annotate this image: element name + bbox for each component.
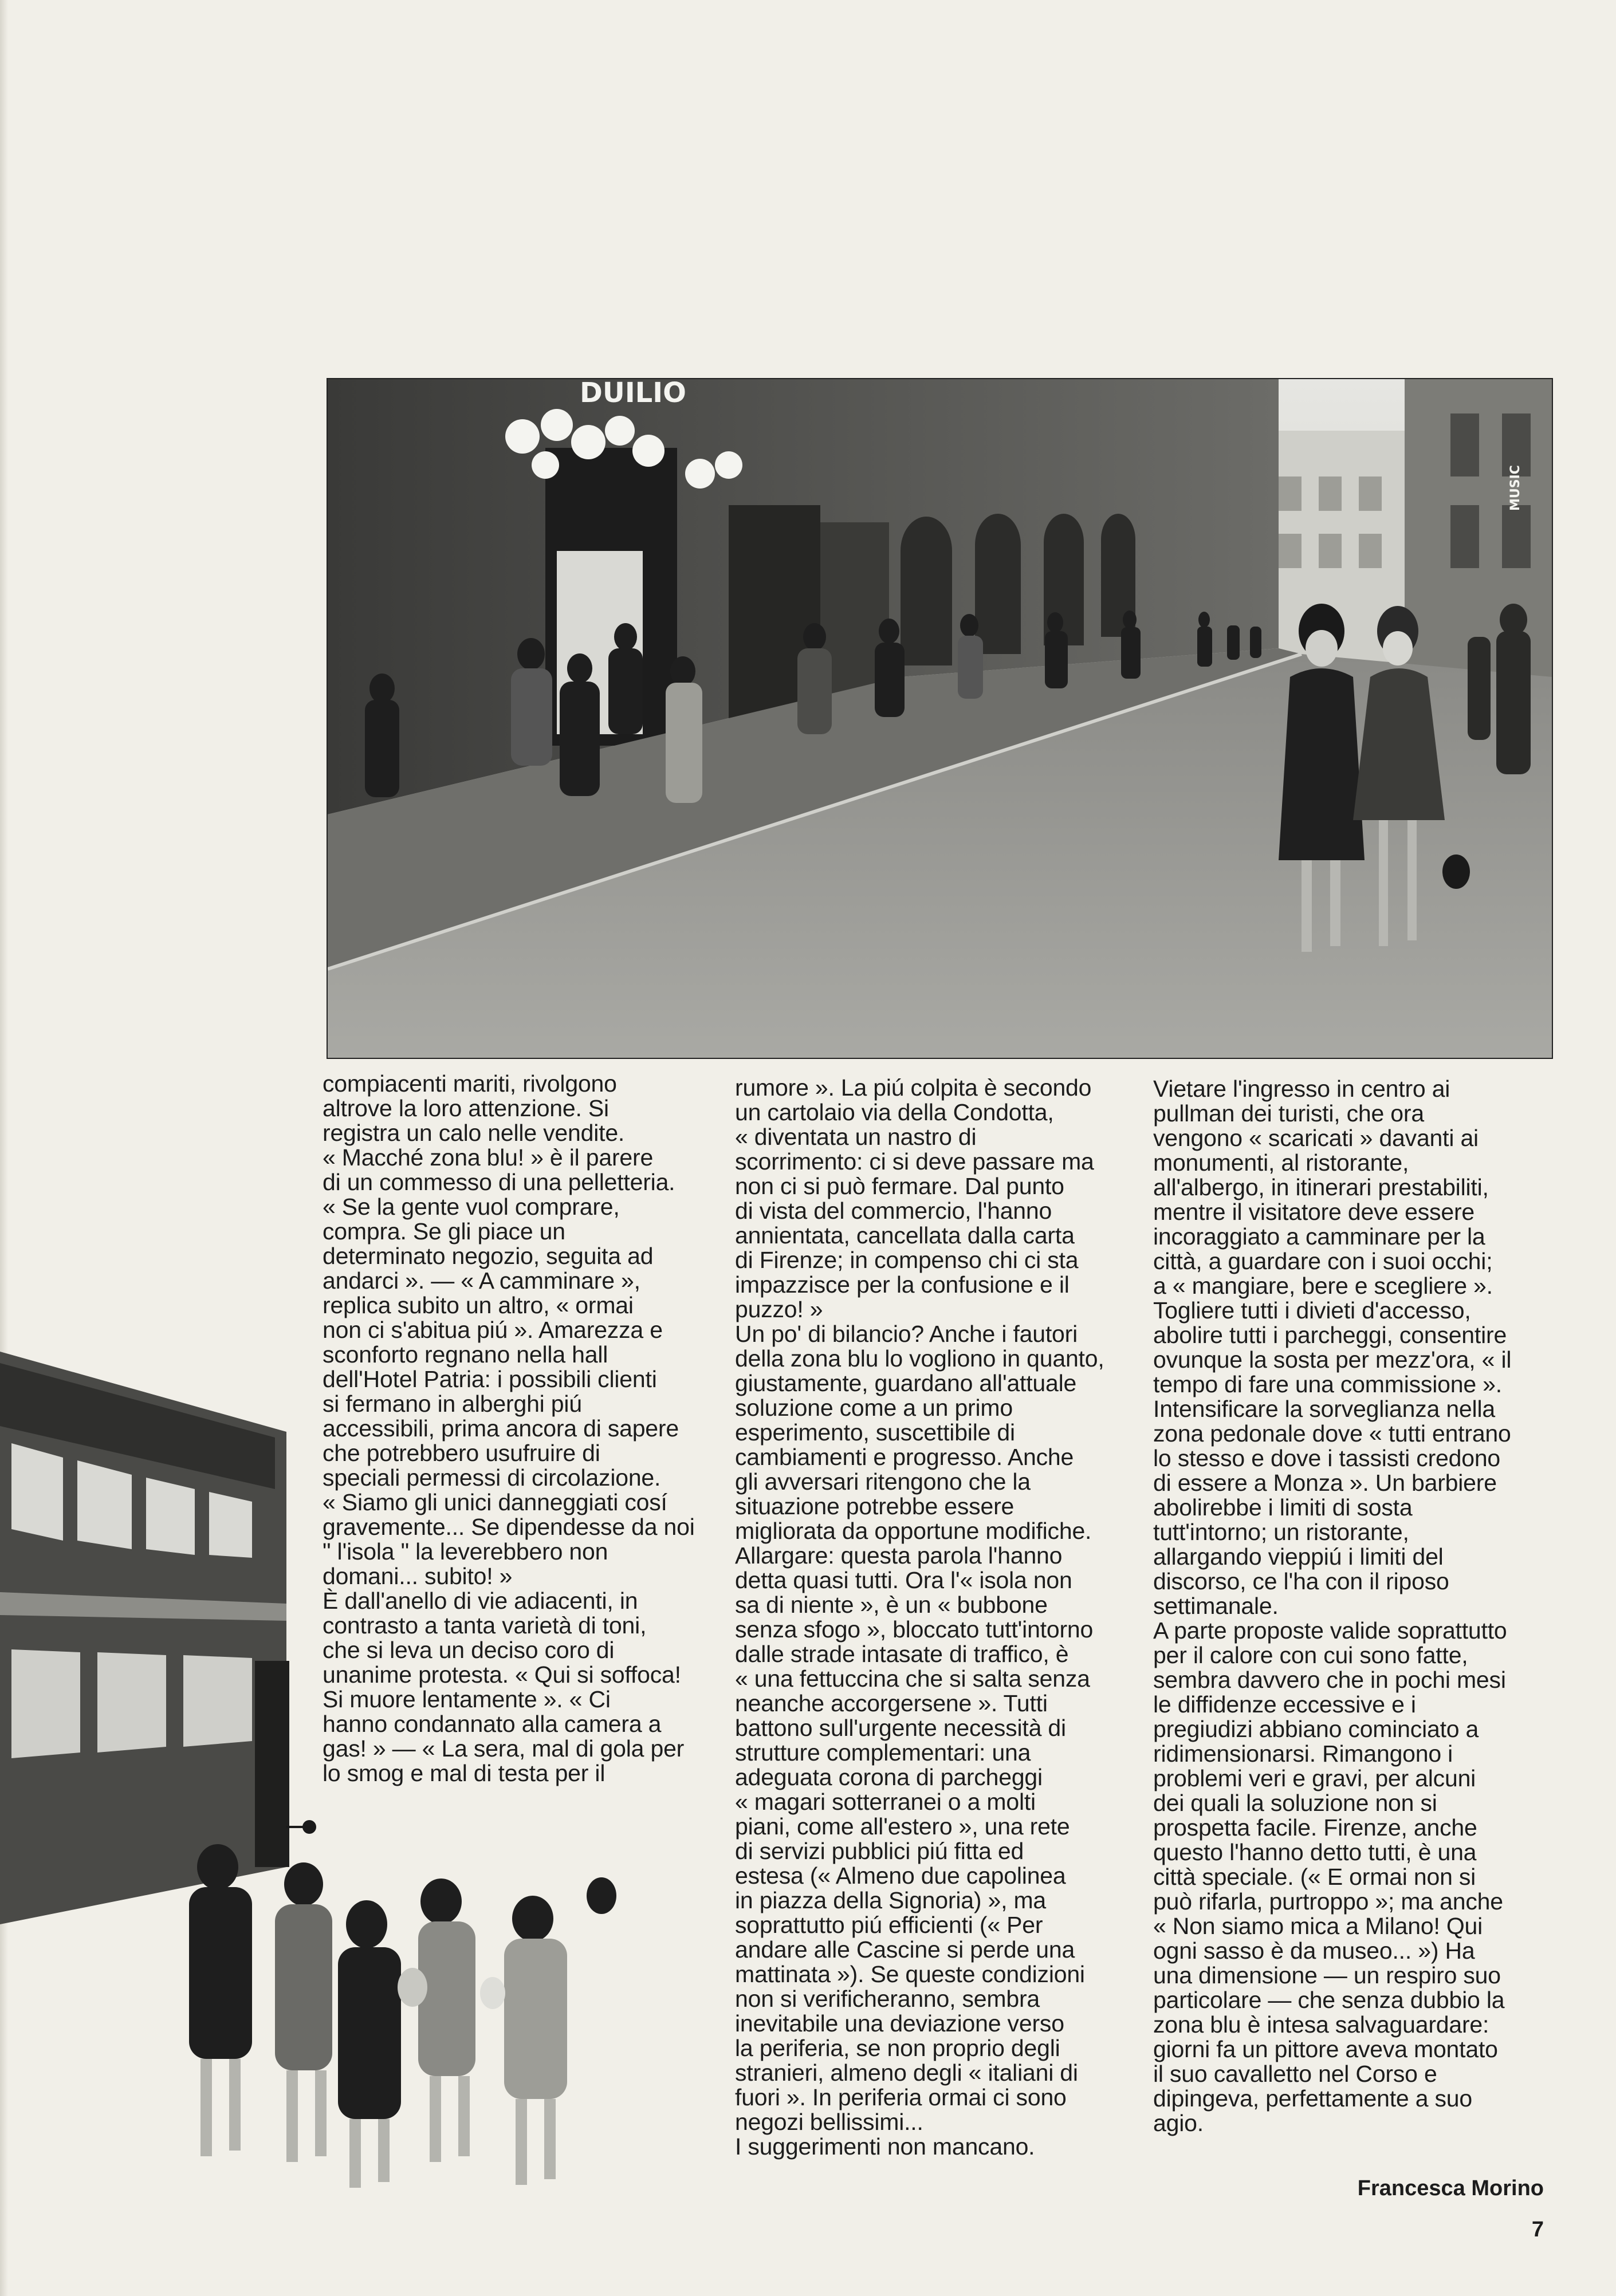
author-byline: Francesca Morino <box>1357 2176 1544 2200</box>
article-line: dei quali la soluzione non si <box>1153 1790 1437 1816</box>
article-line: fuori ». In periferia ormai ci sono <box>735 2084 1067 2110</box>
article-line: un cartolaio via della Condotta, <box>735 1099 1054 1125</box>
article-line: scorrimento: ci si deve passare ma <box>735 1148 1094 1175</box>
article-line: incoraggiato a camminare per la <box>1153 1223 1485 1250</box>
article-line: strutture complementari: una <box>735 1739 1031 1766</box>
article-line: È dall'anello di vie adiacenti, in <box>323 1588 638 1614</box>
article-column-3 <box>1153 1077 1566 2136</box>
article-line: per il calore con cui sono fatte, <box>1153 1642 1468 1668</box>
article-line: dalle strade intasate di traffico, è <box>735 1641 1069 1667</box>
article-line: unanime protesta. « Qui si soffoca! <box>323 1661 681 1688</box>
article-line: Un po' di bilancio? Anche i fautori <box>735 1321 1078 1347</box>
article-line: di Firenze; in compenso chi ci sta <box>735 1247 1079 1273</box>
article-line: lo smog e mal di testa per il <box>323 1760 605 1786</box>
article-line: A parte proposte valide soprattutto <box>1153 1617 1507 1644</box>
article-line: le diffidenze eccessive e i <box>1153 1691 1416 1718</box>
article-line: dipingeva, perfettamente a suo <box>1153 2085 1472 2112</box>
article-line: città speciale. (« E ormai non si <box>1153 1864 1476 1890</box>
article-line: di vista del commercio, l'hanno <box>735 1198 1052 1224</box>
article-line: gli avversari ritengono che la <box>735 1468 1031 1495</box>
article-line: che si leva un deciso coro di <box>323 1637 615 1663</box>
article-line: accessibili, prima ancora di sapere <box>323 1415 679 1442</box>
article-line: domani... subito! » <box>323 1563 513 1589</box>
article-line: migliorata da opportune modifiche. <box>735 1518 1092 1544</box>
article-line: Si muore lentamente ». « Ci <box>323 1686 611 1712</box>
article-line: non si verificheranno, sembra <box>735 1986 1040 2012</box>
article-line: di un commesso di una pelletteria. <box>323 1169 675 1195</box>
article-line: impazzisce per la confusione e il <box>735 1271 1070 1298</box>
article-line: vengono « scaricati » davanti ai <box>1153 1125 1479 1151</box>
article-line: non ci si può fermare. Dal punto <box>735 1173 1064 1199</box>
article-line: replica subito un altro, « ormai <box>323 1292 634 1318</box>
article-line: esperimento, suscettibile di <box>735 1419 1015 1446</box>
article-line: particolare — che senza dubbio la <box>1153 1987 1505 2013</box>
article-line: zona pedonale dove « tutti entrano <box>1153 1420 1511 1447</box>
article-line: hanno condannato alla camera a <box>323 1711 662 1737</box>
shop-sign-duilio: DUILIO <box>580 379 686 409</box>
article-line: « una fettuccina che si salta senza <box>735 1665 1090 1692</box>
article-line: piani, come all'estero », una rete <box>735 1813 1070 1840</box>
article-line: " l'isola " la leverebbero non <box>323 1538 608 1565</box>
street-scene <box>328 379 1552 1058</box>
article-line: di essere a Monza ». Un barbiere <box>1153 1470 1497 1496</box>
article-line: all'albergo, in itinerari prestabiliti, <box>1153 1174 1489 1200</box>
article-line: lo stesso e dove i tassisti credono <box>1153 1445 1501 1471</box>
article-line: determinato negozio, seguita ad <box>323 1243 654 1269</box>
article-line: città, a guardare con i suoi occhi; <box>1153 1248 1493 1274</box>
article-line: compiacenti mariti, rivolgono <box>323 1070 617 1097</box>
article-line: Vietare l'ingresso in centro ai <box>1153 1076 1450 1102</box>
article-line: dell'Hotel Patria: i possibili clienti <box>323 1366 657 1392</box>
article-line: problemi veri e gravi, per alcuni <box>1153 1765 1476 1791</box>
article-line: altrove la loro attenzione. Si <box>323 1095 609 1121</box>
article-line: questo l'hanno detto tutti, è una <box>1153 1839 1477 1865</box>
article-line: giorni fa un pittore aveva montato <box>1153 2036 1498 2062</box>
article-line: sa di niente », è un « bubbone <box>735 1592 1048 1618</box>
article-line: annientata, cancellata dalla carta <box>735 1222 1075 1249</box>
article-line: a « mangiare, bere e scegliere ». <box>1153 1273 1493 1299</box>
article-line: il suo cavalletto nel Corso e <box>1153 2061 1437 2087</box>
article-line: « Se la gente vuol comprare, <box>323 1194 620 1220</box>
article-line: adeguata corona di parcheggi <box>735 1764 1043 1790</box>
article-line: battono sull'urgente necessità di <box>735 1715 1066 1741</box>
article-line: abolire tutti i parcheggi, consentire <box>1153 1322 1507 1348</box>
shop-sign-music: MUSIC <box>1508 465 1523 511</box>
article-line: andarci ». — « A camminare », <box>323 1267 640 1294</box>
article-line: cambiamenti e progresso. Anche <box>735 1444 1074 1470</box>
article-line: allargando vieppiú i limiti del <box>1153 1543 1444 1570</box>
article-line: speciali permessi di circolazione. <box>323 1464 661 1491</box>
article-line: in piazza della Signoria) », ma <box>735 1887 1047 1913</box>
article-line: pregiudizi abbiano cominciato a <box>1153 1716 1479 1742</box>
article-line: Togliere tutti i divieti d'accesso, <box>1153 1297 1471 1324</box>
article-line: la periferia, se non proprio degli <box>735 2035 1060 2061</box>
article-line: puzzo! » <box>735 1296 823 1322</box>
article-line: estesa (« Almeno due capolinea <box>735 1862 1066 1889</box>
article-line: Intensificare la sorveglianza nella <box>1153 1396 1495 1422</box>
article-line: stranieri, almeno degli « italiani di <box>735 2059 1078 2086</box>
article-line: ridimensionarsi. Rimangono i <box>1153 1740 1453 1767</box>
article-line: « Non siamo mica a Milano! Qui <box>1153 1913 1483 1939</box>
article-line: prospetta facile. Firenze, anche <box>1153 1814 1477 1841</box>
article-line: « magari sotterranei o a molti <box>735 1789 1036 1815</box>
article-line: gas! » — « La sera, mal di gola per <box>323 1735 685 1762</box>
article-line: neanche accorgersene ». Tutti <box>735 1690 1048 1716</box>
article-line: « Siamo gli unici danneggiati cosí <box>323 1489 667 1515</box>
article-column-2 <box>735 1076 1147 2159</box>
article-line: sconforto regnano nella hall <box>323 1341 608 1368</box>
article-line: soluzione come a un primo <box>735 1395 1013 1421</box>
article-line: agio. <box>1153 2110 1204 2136</box>
article-line: compra. Se gli piace un <box>323 1218 565 1245</box>
article-line: ovunque la sosta per mezz'ora, « il <box>1153 1346 1512 1373</box>
article-line: contrasto a tanta varietà di toni, <box>323 1612 647 1639</box>
article-line: registra un calo nelle vendite. <box>323 1120 625 1146</box>
article-line: abolirebbe i limiti di sosta <box>1153 1494 1413 1521</box>
article-line: zona blu è intesa salvaguardare: <box>1153 2011 1489 2038</box>
article-line: che potrebbero usufruire di <box>323 1440 600 1466</box>
article-line: situazione potrebbe essere <box>735 1493 1015 1519</box>
article-line: settimanale. <box>1153 1593 1279 1619</box>
article-line: tutt'intorno; un ristorante, <box>1153 1519 1409 1545</box>
article-line: giustamente, guardano all'attuale <box>735 1370 1077 1396</box>
article-line: mattinata »). Se queste condizioni <box>735 1961 1085 1987</box>
article-line: I suggerimenti non mancano. <box>735 2133 1035 2160</box>
article-line: gravemente... Se dipendesse da noi <box>323 1514 695 1540</box>
article-line: soprattutto piú efficienti (« Per <box>735 1912 1043 1938</box>
street-photo <box>327 378 1553 1059</box>
article-line: tempo di fare una commissione ». <box>1153 1371 1502 1397</box>
article-line: detta quasi tutti. Ora l'« isola non <box>735 1567 1072 1593</box>
article-line: Allargare: questa parola l'hanno <box>735 1542 1063 1569</box>
page-number: 7 <box>1531 2218 1544 2242</box>
article-line: mentre il visitatore deve essere <box>1153 1199 1475 1225</box>
article-line: di servizi pubblici piú fitta ed <box>735 1838 1024 1864</box>
article-line: si fermano in alberghi piú <box>323 1391 582 1417</box>
article-line: sembra davvero che in pochi mesi <box>1153 1667 1506 1693</box>
article-line: una dimensione — un respiro suo <box>1153 1962 1501 1988</box>
article-line: della zona blu lo vogliono in quanto, <box>735 1345 1104 1372</box>
article-line: ogni sasso è da museo... ») Ha <box>1153 1937 1475 1964</box>
article-line: andare alle Cascine si perde una <box>735 1936 1075 1963</box>
article-line: discorso, ce l'ha con il riposo <box>1153 1568 1449 1594</box>
article-column-1 <box>323 1072 735 1786</box>
article-line: inevitabile una deviazione verso <box>735 2010 1064 2037</box>
article-line: può rifarla, purtroppo »; ma anche <box>1153 1888 1503 1915</box>
article-line: rumore ». La piú colpita è secondo <box>735 1074 1092 1101</box>
article-line: negozi bellissimi... <box>735 2109 923 2135</box>
article-line: senza sfogo », bloccato tutt'intorno <box>735 1616 1094 1643</box>
article-line: pullman dei turisti, che ora <box>1153 1100 1424 1127</box>
article-line: non ci s'abitua piú ». Amarezza e <box>323 1317 663 1343</box>
article-line: monumenti, al ristorante, <box>1153 1149 1409 1176</box>
article-line: « Macché zona blu! » è il parere <box>323 1144 654 1171</box>
article-line: « diventata un nastro di <box>735 1124 977 1150</box>
